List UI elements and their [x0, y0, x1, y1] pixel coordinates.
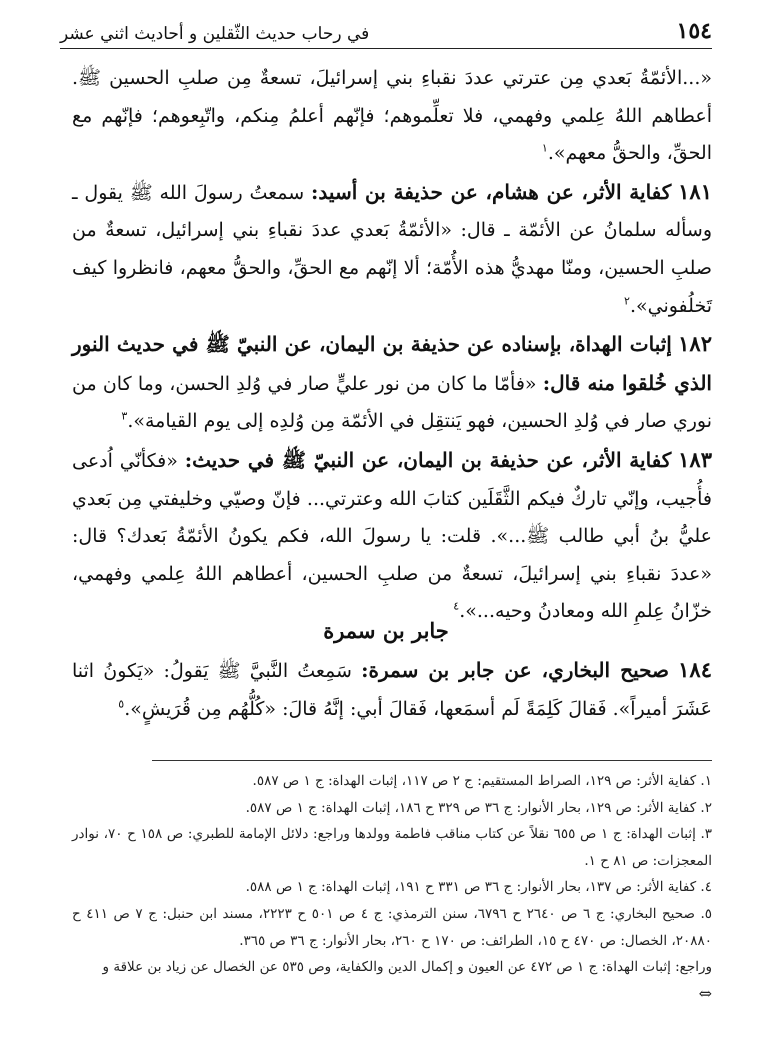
hadith-text: «فكأنّي اُدعى فأُجيب، وإنّي تاركٌ فيكم الثَّقَلَين كتابَ الله وعترتي... فإنّ وصيّي وخليفتي مِن بَعدي عليُّ بنُ أبي طالب ﷺ...». قلت: يا رسولَ الله، فكم يكونُ الأئمّةُ بَعدك؟ قال: «عددَ نقباءِ بني إسرائيلَ، تسعةٌ من صلبِ الحسين، أعطاهم اللهُ عِلمي وفهمي، خزّانُ عِلمِ الله ومعادنُ وحيه...».: [72, 449, 712, 623]
footnote-5: ٥. صحيح البخاري: ج ٦ ص ٢٦٤٠ ح ٦٧٩٦، سنن الترمذي: ج ٤ ص ٥٠١ ح ٢٢٢٣، مسند ابن حنبل: ج ٧ ص ٤١١ ح ٢٠٨٨٠، الخصال: ص ٤٧٠ ح ١٥، الطرائف: ص ١٧٠ ح ٢٦٠، بحار الأنوار: ج ٣٦ ص ٣٦٥.: [72, 905, 713, 949]
footnote-see-also: وراجع: إثبات الهداة: ج ١ ص ٤٧٢ عن العيون و إكمال الدين والكفاية، وص ٥٣٥ عن الخصال عن زياد بن علاقة و: [102, 959, 712, 976]
footnote-ref[interactable]: ٤: [453, 599, 460, 613]
page-number: ١٥٤: [676, 18, 712, 44]
hadith-number: ١٨١: [678, 178, 712, 204]
hadith-text: «فأمّا ما كان من نور عليٍّ صار في وُلدِ الحسن، وما كان من نوري صار في وُلدِ الحسين، فهو يَنتقِل في الأئمّة مِن وُلدِه إلى يوم القيامة».: [72, 372, 712, 433]
footnote-2: ٢. كفاية الأثر: ص ١٢٩، بحار الأنوار: ج ٣٦ ص ٣٢٩ ح ١٨٦، إثبات الهداة: ج ١ ص ٥٨٧.: [245, 799, 712, 816]
hadith-184: [72, 651, 712, 728]
footnote-3: ٣. إثبات الهداة: ج ١ ص ٦٥٥ نقلاً عن كتاب مناقب فاطمة وولدها وراجع: دلائل الإمامة للطبري: ص ١٥٨ ح ٧٠، نوادر المعجزات: ص ٨١ ح ١.: [72, 826, 713, 869]
footnote-ref[interactable]: ٥: [118, 697, 125, 711]
continuation-arrow-icon: ⇔: [698, 983, 712, 1003]
paragraph-text: «...الأئمّةُ بَعدي مِن عترتي عددَ نقباءِ بني إسرائيلَ، تسعةٌ مِن صلبِ الحسين ﷺ. أعطاهم اللهُ عِلمي وفهمي، فلا تعلِّموهم؛ فإنّهم أعلمُ مِنكم، واتّبِعوهم؛ فإنّهم مع الحقِّ، والحقُّ معهم».: [72, 67, 712, 165]
main-text-continued: [72, 651, 712, 728]
hadith-181: [72, 173, 712, 325]
hadith-source: صحيح البخاري، عن جابر بن سمرة:: [361, 658, 669, 682]
hadith-number: ١٨٢: [678, 331, 712, 357]
paragraph-continued: [72, 60, 712, 173]
hadith-number: ١٨٣: [678, 446, 712, 472]
hadith-text: سمعتُ رسولَ الله ﷺ يقول ـ وسأله سلمانُ عن الأئمّة ـ قال: «الأئمّةُ بَعدي عددَ نقباءِ بني إسرائيل، تسعةٌ من صلبِ الحسين، ومنّا مهديُّ هذه الأُمّة؛ ألا إنّهم مع الحقِّ، والحقُّ معهم، فانظروا كيف تَخلُفوني».: [72, 181, 712, 317]
section-heading: جابر بن سمرة: [323, 618, 449, 643]
footnote-divider: [152, 760, 712, 761]
footnote-ref[interactable]: ٣: [121, 410, 128, 424]
hadith-183: [72, 441, 712, 631]
main-text: [72, 60, 712, 631]
hadith-number: ١٨٤: [678, 657, 712, 682]
continuation-marker: [72, 981, 712, 1009]
page-header: [60, 14, 712, 44]
hadith-182: [72, 325, 712, 441]
hadith-source: إثبات الهداة، بإسناده عن حذيفة بن اليمان، عن النبيّ ﷺ في حديث النور الذي خُلقوا منه قال:: [72, 332, 712, 395]
hadith-text: سَمِعتُ النَّبيَّ ﷺ يَقولُ: «يَكونُ اثنا عَشَرَ أميراً». فَقالَ كَلِمَةً لَم أسمَعها، فَقالَ أبي: إنَّهُ قالَ: «كُلُّهُم مِن قُرَيشٍ».: [72, 660, 712, 720]
running-title: في رحاب حديث الثّقلين و أحاديث اثني عشر: [60, 24, 370, 44]
hadith-source: كفاية الأثر، عن حذيفة بن اليمان، عن النبيّ ﷺ في حديث:: [184, 447, 672, 472]
footnote-4: ٤. كفاية الأثر: ص ١٣٧، بحار الأنوار: ج ٣٦ ص ٣٣١ ح ١٩١، إثبات الهداة: ج ١ ص ٥٨٨.: [245, 879, 712, 896]
header-divider: [60, 48, 712, 49]
footnotes: [72, 768, 712, 1008]
hadith-source: كفاية الأثر، عن هشام، عن حذيفة بن أسيد:: [311, 179, 672, 204]
footnote-ref[interactable]: ١: [541, 141, 548, 155]
footnote-1: ١. كفاية الأثر: ص ١٢٩، الصراط المستقيم: ج ٢ ص ١١٧، إثبات الهداة: ج ١ ص ٥٨٧.: [252, 773, 712, 789]
footnote-ref[interactable]: ٢: [624, 294, 630, 308]
